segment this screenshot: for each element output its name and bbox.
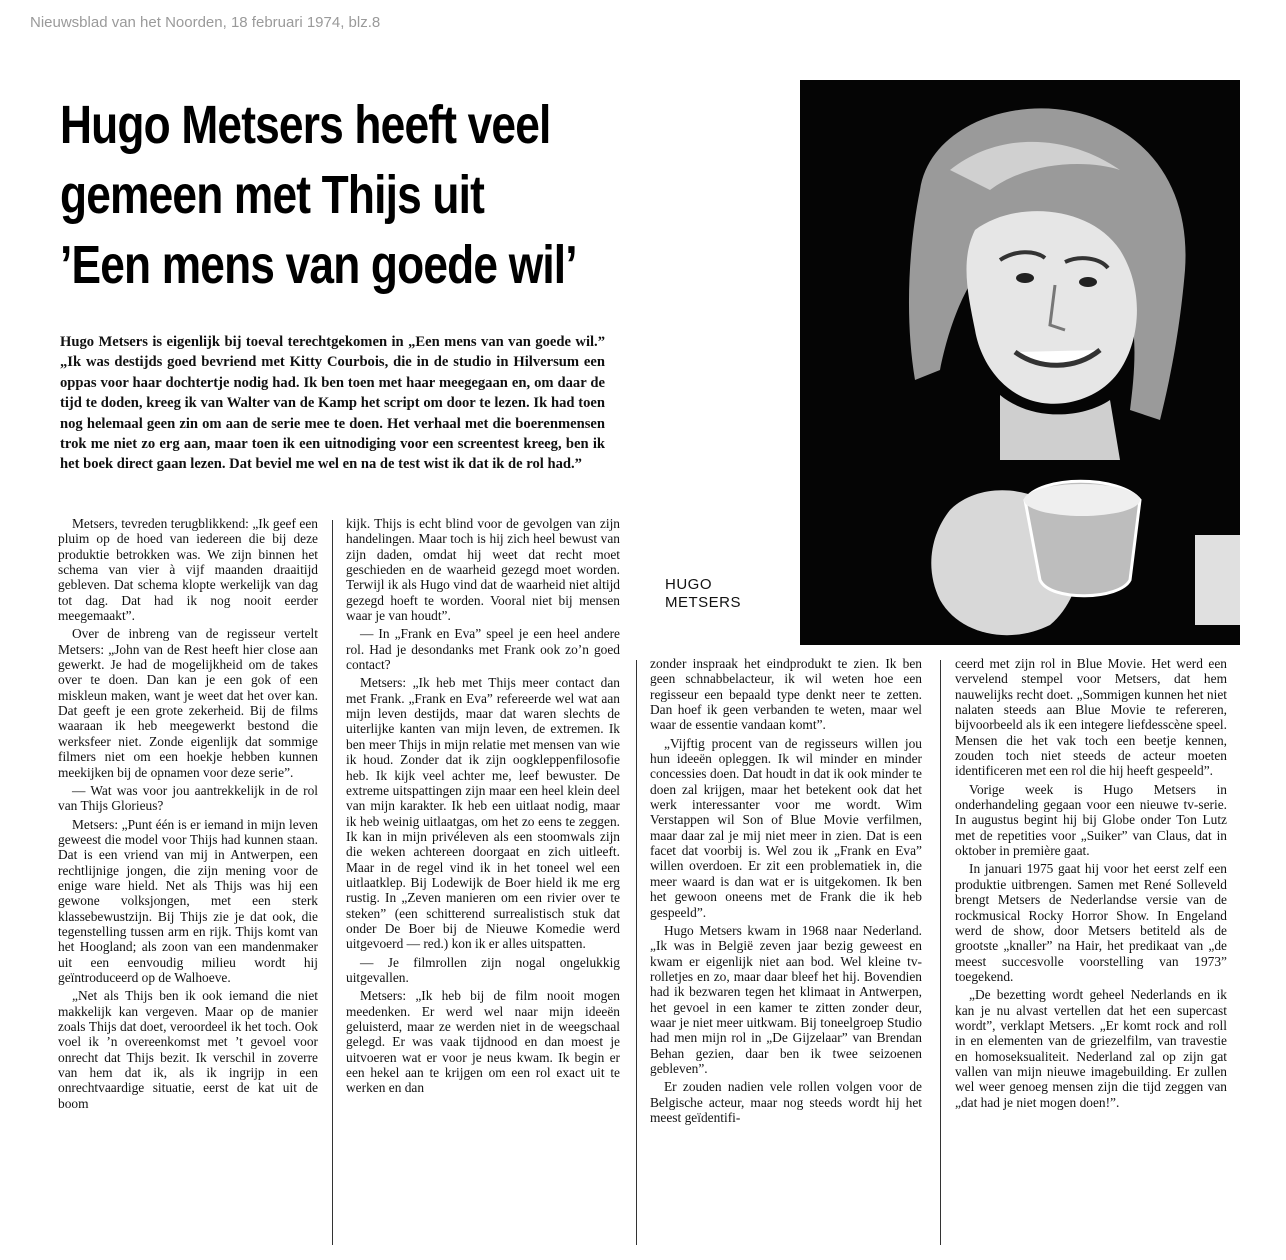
column-divider <box>636 660 637 1245</box>
column-4-paragraph: Vorige week is Hugo Metsers in onderhandeling gegaan voor een nieuwe tv-serie. In augustus begint hij bij Globe onder Ton Lutz met de repetities voor „Suiker” van Claus, dat in oktober in première gaat. <box>955 781 1227 859</box>
headline <box>60 90 650 300</box>
column-1-paragraph: „Net als Thijs ben ik ook iemand die niet makkelijk kan vergeven. Maar op de manier zoals Thijs dat doet, veroordeel ik het toch. Ook voel ik ’n overeenkomst met ’t gevoel voor onrecht dat Thijs bezit. Ik verschil in zoverre van hem dat ik, als ik ingrijp in een onrechtvaardige situatie, eerst de kat uit de boom <box>58 988 318 1111</box>
article-column-3 <box>650 656 922 1251</box>
column-divider <box>332 520 333 1245</box>
photo-caption-line-2: METSERS <box>665 594 742 611</box>
photo-caption <box>665 576 741 612</box>
column-3-paragraph: „Vijftig procent van de regisseurs willen jou hun ideeën opleggen. Ik wil minder en minder concessies doen. Dat houdt in dat ik ook minder te doen zal krijgen, maar het betekent ook dat het werk interessanter voor me wordt. Wim Verstappen wil Son of Blue Movie verfilmen, maar daar zal je mij niet meer in zien. Dat is een facet dat voorbij is. Wel zou ik „Frank en Eva” willen overdoen. Er zit een problematiek in, die meer waard is dan wat er is uitgekomen. Ik ben het gewoon oneens met de Frank die ik heb gespeeld”. <box>650 735 922 920</box>
headline-line-3: ’Een mens van goede wil’ <box>60 235 577 295</box>
column-2-paragraph: — In „Frank en Eva” speel je een heel andere rol. Had je desondanks met Frank ook zo’n goed contact? <box>346 626 620 673</box>
column-2-paragraph: kijk. Thijs is echt blind voor de gevolgen van zijn handelingen. Maar toch is hij zich heel bewust van zijn daden, omdat hij weet dat recht moet geschieden en de waarheid gezegd moet worden. Terwijl ik als Hugo vind dat de waarheid niet altijd gezegd hoeft te worden. Vooral niet bij mensen waar je van houdt”. <box>346 516 620 624</box>
column-1-paragraph: Over de inbreng van de regisseur vertelt Metsers: „John van de Rest heeft hier close aan gewerkt. Je had de mogelijkheid om de takes over te doen. Dan kan je een gok of een miskleun maken, want je weet dat het over kan. Dat geeft je een grote zekerheid. Bij de films waaraan ik heb meegewerkt bestond die werksfeer niet. Zonde eigenlijk dat sommige filmers niet om een hoekje hebben kunnen meekijken bij de opnamen voor deze serie”. <box>58 626 318 780</box>
article-column-2 <box>346 516 620 1251</box>
portrait-illustration <box>800 80 1240 645</box>
column-2-paragraph: Metsers: „Ik heb met Thijs meer contact dan met Frank. „Frank en Eva” refereerde wel wat aan mijn leven destijds, maar dat waren slechts de uiterlijke kanten van mijn leven, de extremen. Ik ben meer Thijs in mijn relatie met mensen van wie ik houd. Zonder dat ik zijn oogkleppenfilosofie heb. Ik kijk veel achter me, leef bewuster. De extreme uitspattingen zijn maar een heel klein deel van mijn karakter. Ik heb een uitlaat nodig, maar ik heb weinig uitlaatgas, om het zo eens te zeggen. Ik kan in mijn privéleven als een stoomwals zijn die weken achtereen doorgaat en zich uitleeft. Maar in de regel vind ik in het toneel wel een uitlaatklep. Bij Lodewijk de Boer hield ik me erg rustig. In „Zeven manieren om een rivier over te steken” (een schitterend surrealistisch stuk dat onder De Boer bij de Nieuwe Komedie werd uitgevoerd — red.) kon ik er alles uitspatten. <box>346 675 620 952</box>
column-3-paragraph: Er zouden nadien vele rollen volgen voor de Belgische acteur, maar nog steeds wordt hij het meest geïdentifi- <box>650 1079 922 1125</box>
headline-line-2: gemeen met Thijs uit <box>60 165 485 225</box>
column-4-paragraph: In januari 1975 gaat hij voor het eerst zelf een produktie uitbrengen. Samen met René Solleveld brengt Metsers de Nederlandse versie van de rockmusical Rocky Horror Show. In Engeland werd de show, door Metsers betiteld als de grootste „knaller” na Hair, het predikaat van „de meest succesvolle voorstelling van 1973” toegekend. <box>955 861 1227 984</box>
headline-line-1: Hugo Metsers heeft veel <box>60 95 551 155</box>
column-divider <box>940 660 941 1245</box>
source-line: Nieuwsblad van het Noorden, 18 februari 1974, blz.8 <box>30 14 381 31</box>
column-3-paragraph: zonder inspraak het eindprodukt te zien. Ik ben geen schnabbelacteur, ik wil weten hoe een regisseur een bepaald type denkt neer te zetten. Dan hoef ik geen verbanden te weten, maar wel waar de essentie vandaan komt”. <box>650 656 922 733</box>
column-3-paragraph: Hugo Metsers kwam in 1968 naar Nederland. „Ik was in België zeven jaar bezig geweest en kwam er eigenlijk niet aan bod. Wel kleine tv-rolletjes en zo, maar daar bleef het hij. Bovendien had ik bezwaren tegen het klimaat in Antwerpen, het gevoel in een kamer te zitten zonder deur, waar je niet meer uitkwam. Bij toneelgroep Studio had men mijn rol in „De Gijzelaar” van Brendan Behan gezien, daar ben ik twee seizoenen gebleven”. <box>650 922 922 1076</box>
article-column-1 <box>58 516 318 1251</box>
column-2-paragraph: Metsers: „Ik heb bij de film nooit mogen meedenken. Er werd wel naar mijn ideeën geluisterd, maar ze werden niet in de weegschaal gelegd. Er was vaak tijdnood en dan moest je uitvoeren wat er voor je neus kwam. Ik begin er een hekel aan te krijgen om een rol exact uit te werken en dan <box>346 988 620 1096</box>
lead-paragraph: Hugo Metsers is eigenlijk bij toeval terechtgekomen in „Een mens van van goede wil.” „Ik was destijds goed bevriend met Kitty Courbois, die in de studio in Hilversum een oppas voor haar dochtertje nodig had. Ik ben toen met haar meegegaan en, om daar de tijd te doden, kreeg ik van Walter van de Kamp het script om door te lezen. Ik had toen nog helemaal geen zin om aan de serie mee te doen. Het verhaal met die boerenmensen trok me niet zo erg aan, maar toen ik een uitnodiging voor een screentest kreeg, ben ik het boek direct gaan lezen. Dat beviel me wel en na de test wist ik dat ik de rol had.” <box>60 334 605 473</box>
column-4-paragraph: „De bezetting wordt geheel Nederlands en ik kan je nu alvast vertellen dat het een supercast wordt”, verklapt Metsers. „Er komt rock and roll in en elementen van de griezelfilm, van travestie en homoseksualiteit. Nederland zal op zijn gat vallen van mijn nieuwe imagebuilding. Er zullen wel weer genoeg mensen zijn die tijd zeggen van „dat had je niet mogen doen!”. <box>955 987 1227 1110</box>
column-1-paragraph: — Wat was voor jou aantrekkelijk in de rol van Thijs Glorieus? <box>58 782 318 814</box>
column-1-paragraph: Metsers, tevreden terugblikkend: „Ik geef een pluim op de hoed van iedereen die bij deze produktie betrokken was. We zijn binnen het schema van vier à vijf maanden draaitijd gebleven. Dat schema klopte werkelijk van dag tot dag. Dat had ik nog nooit eerder meegemaakt”. <box>58 516 318 624</box>
photo-caption-line-1: HUGO <box>665 576 712 593</box>
article-column-4 <box>955 656 1227 1251</box>
column-1-paragraph: Metsers: „Punt één is er iemand in mijn leven geweest die model voor Thijs had kunnen staan. Dat is een vriend van mij in Antwerpen, een rechtlijnige jongen, die zijn mening voor de enige ware hield. Net als Thijs was hij een gewone volksjongen, met een sterk klassebewustzijn. Bij Thijs zie je dat ook, die tegenstelling tussen arm en rijk. Thijs komt van het Hoogland; als zoon van een mandenmaker uit een eenvoudig milieu wordt hij geïntroduceerd op de Walhoeve. <box>58 816 318 985</box>
column-4-paragraph: ceerd met zijn rol in Blue Movie. Het werd een vervelend stempel voor Metsers, dat hem nauwelijks recht doet. „Sommigen kunnen het niet nalaten steeds aan Blue Movie te refereren, bijvoorbeeld als ik een integere liefdesscène speel. Mensen die het vak toch een beetje kennen, zouden toch niet steeds de acteur moeten identificeren met een rol die hij heeft gespeeld”. <box>955 656 1227 779</box>
column-2-paragraph: — Je filmrollen zijn nogal ongelukkig uitgevallen. <box>346 954 620 985</box>
portrait-photo <box>800 80 1240 645</box>
